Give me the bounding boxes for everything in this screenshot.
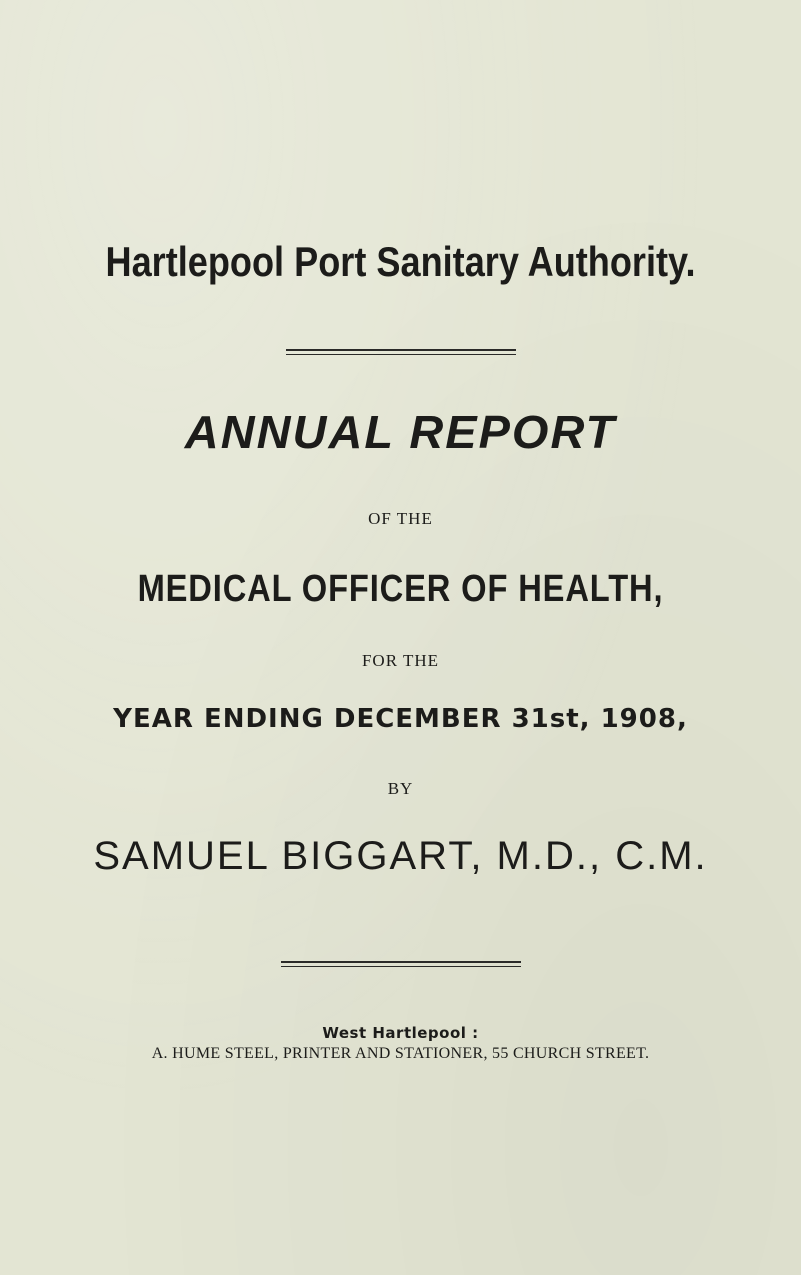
of-the-text: OF THE [368, 509, 433, 528]
author-name: SAMUEL BIGGART, M.D., C.M. [93, 834, 708, 878]
officer-title: MEDICAL OFFICER OF HEALTH, [137, 568, 664, 610]
printer-imprint: A. HUME STEEL, PRINTER AND STATIONER, 55 CHURCH STREET. [151, 1045, 650, 1062]
by-text: BY [387, 779, 414, 798]
divider-rule-bottom [281, 961, 521, 967]
publication-place: West Hartlepool : [322, 1024, 479, 1042]
report-period: YEAR ENDING DECEMBER 31st, 1908, [113, 704, 688, 734]
divider-rule-top [286, 349, 516, 355]
report-title: ANNUAL REPORT [184, 406, 617, 458]
for-the-text: FOR THE [361, 651, 440, 670]
authority-title: Hartlepool Port Sanitary Authority. [105, 238, 696, 285]
